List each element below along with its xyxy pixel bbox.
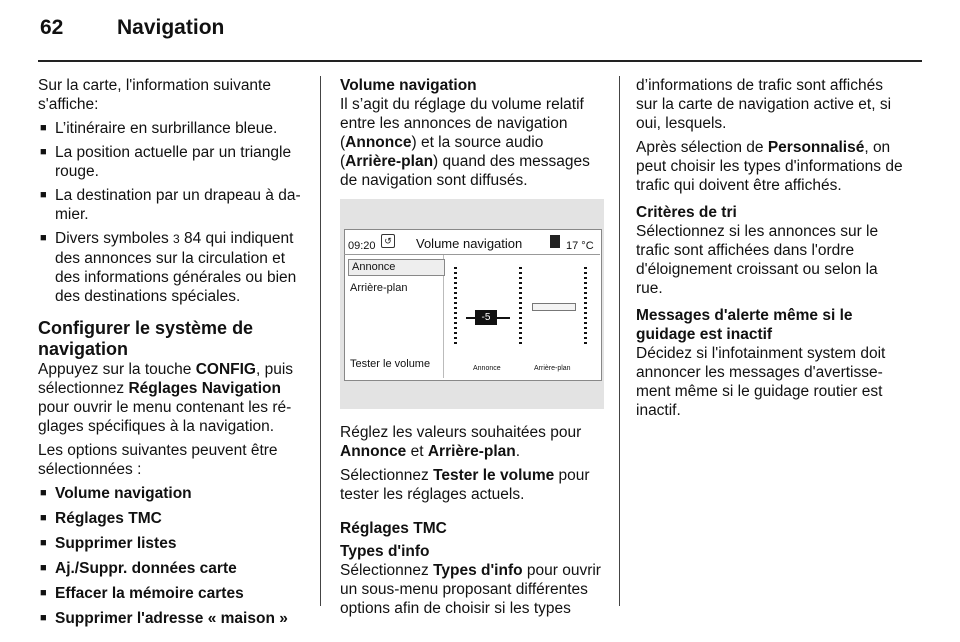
screen-separator (344, 254, 600, 255)
column-1 (38, 76, 310, 634)
page-number: 62 (40, 16, 64, 39)
screen-time: 09:20 (348, 240, 376, 252)
options-intro: Les options suivantes peuvent être sélectionnées : (38, 442, 278, 478)
list-item: ■ L’itinéraire en surbrillance bleue. (38, 119, 310, 138)
option-item: ■ Supprimer l'adresse « maison » (38, 609, 310, 628)
alert-heading: Messages d'alerte même si le guidage est inactif (636, 307, 853, 343)
screen-title: Volume navigation (416, 236, 523, 251)
screen-col-label-arriere-plan: Arrière-plan (534, 365, 571, 372)
map-info-intro: Sur la carte, l'information suivante s'affiche: (38, 77, 271, 113)
column-3 (636, 76, 906, 425)
option-item: ■ Volume navigation (38, 484, 310, 503)
page-title: Navigation (117, 16, 225, 39)
slider-track (454, 267, 457, 347)
list-item: ■ La position actuelle par un triangle rouge. (38, 143, 310, 181)
screen-col-label-annonce: Annonce (473, 365, 501, 372)
column-2 (340, 76, 608, 623)
continued-paragraph: d’informations de trafic sont affichés sur la carte de navigation active et, si oui, lesquels. (636, 77, 892, 132)
volume-navigation-heading: Volume navigation (340, 77, 477, 94)
section-heading-configure: Configurer le système de navigation (38, 318, 254, 359)
tri-heading: Critères de tri (636, 204, 737, 221)
option-item: ■ Effacer la mémoire cartes (38, 584, 310, 603)
test-volume-button[interactable]: Tester le volume (350, 358, 431, 370)
back-icon: ↺ (381, 234, 395, 248)
column-divider (320, 76, 321, 606)
option-item: ■ Réglages TMC (38, 509, 310, 528)
column-divider (619, 76, 620, 606)
tmc-heading: Réglages TMC (340, 520, 447, 537)
annonce-slider-knob[interactable]: -5 (475, 310, 497, 325)
arriere-plan-level-bar[interactable] (532, 303, 576, 311)
menu-item-annonce[interactable]: Annonce (348, 259, 445, 276)
map-info-list (38, 119, 310, 306)
alert-paragraph: Décidez si l'infotainment system doit annoncer les messages d'avertissement même si le guidage routier est inactif. (636, 345, 886, 419)
screen-temperature: 17 °C (566, 240, 594, 252)
volume-paragraph: Il s’agit du réglage du volume relatif entre les annonces de navigation (Annonce) et la source audio (Arrière-plan) quand des messages de navigation sont diffusés. (340, 96, 590, 189)
test-paragraph: Sélectionnez Tester le volume pour tester les réglages actuels. (340, 467, 590, 503)
types-info-paragraph: Sélectionnez Types d'info pour ouvrir un sous-menu proposant différentes options afin de choisir si les types (340, 562, 601, 617)
options-list (38, 484, 310, 628)
personnalise-paragraph: Après sélection de Personnalisé, on peut choisir les types d'informations de trafic qui doivent être affichés. (636, 139, 903, 194)
slider-track (519, 267, 522, 347)
option-item: ■ Aj./Suppr. données carte (38, 559, 310, 578)
slider-track (584, 267, 587, 347)
reference-arrow-icon: 3 (173, 232, 180, 246)
volume-navigation-screenshot (340, 199, 604, 409)
config-paragraph: Appuyez sur la touche CONFIG, puis sélectionnez Réglages Navigation pour ouvrir le menu contenant les réglages spécifiques à la navigation. (38, 361, 294, 435)
list-item: ■ La destination par un drapeau à damier. (38, 186, 310, 224)
menu-item-arriere-plan[interactable]: Arrière-plan (350, 282, 408, 294)
temperature-icon (550, 235, 560, 248)
header-rule (38, 60, 922, 62)
types-info-heading: Types d'info (340, 543, 430, 560)
tri-paragraph: Sélectionnez si les annonces sur le trafic sont affichées dans l'ordre d'éloignement croissant ou selon la rue. (636, 223, 879, 297)
list-item: ■ Divers symboles 3 84 qui indiquent des annonces sur la circulation et des informations générales ou bien des destinations spéciales. (38, 229, 310, 306)
adjust-paragraph: Réglez les valeurs souhaitées pour Annonce et Arrière-plan. (340, 424, 582, 460)
option-item: ■ Supprimer listes (38, 534, 310, 553)
